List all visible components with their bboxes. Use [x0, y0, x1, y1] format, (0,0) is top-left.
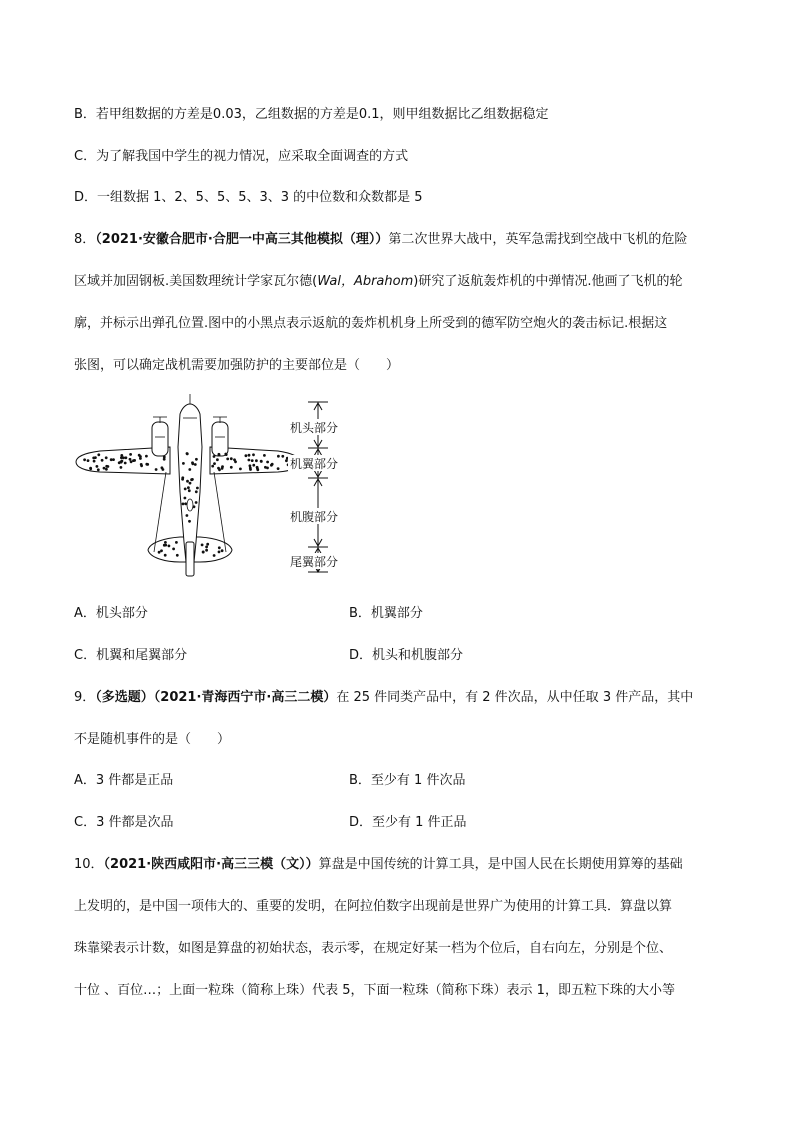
bullet-hole: [255, 459, 258, 462]
bullet-hole: [266, 461, 269, 464]
bullet-hole: [224, 453, 227, 456]
bullet-hole: [188, 468, 191, 471]
bullet-hole: [181, 478, 184, 481]
bullet-hole: [193, 505, 196, 508]
bullet-hole: [94, 456, 97, 459]
bullet-hole: [188, 489, 191, 492]
bullet-hole: [96, 465, 99, 468]
question-9-option-d[interactable]: D．至少有 1 件正品: [349, 815, 467, 830]
bullet-hole: [202, 551, 205, 554]
bullet-hole: [213, 554, 216, 557]
bullet-hole: [164, 541, 167, 544]
question-8-number: 8．: [74, 232, 96, 247]
bullet-hole: [163, 458, 166, 461]
bullet-hole: [201, 544, 204, 547]
bullet-hole: [97, 453, 100, 456]
bullet-hole: [120, 466, 123, 469]
bullet-hole: [221, 467, 224, 470]
figure-label-wings: 机翼部分: [290, 457, 339, 471]
question-10-line-1: [74, 855, 683, 875]
question-9-line-1: [74, 688, 693, 708]
bullet-hole: [216, 458, 219, 461]
bullet-hole: [196, 487, 199, 490]
bullet-hole: [184, 488, 187, 491]
question-8-source: （2021·安徽合肥市·合肥一中高三其他模拟（理））: [95, 232, 389, 247]
bullet-hole: [218, 454, 221, 457]
bullet-hole: [233, 458, 236, 461]
bullet-hole: [205, 549, 208, 552]
bullet-hole: [122, 456, 125, 459]
bullet-hole: [129, 458, 132, 461]
question-8-line-2: [74, 272, 682, 292]
bullet-hole: [184, 497, 187, 500]
bullet-hole: [160, 549, 163, 552]
bullet-hole: [239, 468, 242, 471]
bullet-hole: [226, 458, 229, 461]
bullet-hole: [187, 486, 190, 489]
bullet-hole: [145, 463, 148, 466]
figure-label-tail: 尾翼部分: [290, 555, 339, 569]
bullet-hole: [245, 454, 248, 457]
bullet-hole: [186, 514, 189, 517]
bullet-hole: [277, 467, 280, 470]
question-10-line-3: 珠靠梁表示计数，如图是算盘的初始状态，表示零，在规定好某一档为个位后，自右向左，分别是个位、: [74, 941, 673, 956]
bullet-hole: [110, 458, 113, 461]
bullet-hole: [218, 551, 221, 554]
bullet-hole: [186, 453, 189, 456]
bullet-hole: [89, 467, 92, 470]
bullet-hole: [248, 454, 251, 457]
bullet-hole: [285, 459, 288, 462]
bullet-hole: [168, 545, 171, 548]
bullet-hole: [176, 554, 179, 557]
bullet-hole: [271, 463, 274, 466]
bullet-hole: [281, 455, 284, 458]
bullet-hole: [221, 549, 224, 552]
bullet-hole: [120, 454, 123, 457]
airplane-outline: [76, 404, 300, 576]
bullet-hole: [248, 459, 251, 462]
option-d-prev: D．一组数据 1、2、5、5、5、3、3 的中位数和众数都是 5: [74, 190, 423, 205]
bullet-hole: [191, 462, 194, 465]
bullet-hole: [161, 466, 164, 469]
bullet-hole: [213, 455, 216, 458]
bullet-hole: [189, 482, 192, 485]
question-10-number: 10．: [74, 857, 104, 872]
bullet-hole: [133, 459, 136, 462]
bullet-hole: [195, 490, 198, 493]
question-9-text-1: 在 25 件同类产品中，有 2 件次品，从中任取 3 件产品，其中: [336, 690, 694, 705]
bullet-hole: [264, 466, 267, 469]
question-8-option-c[interactable]: C．机翼和尾翼部分: [74, 648, 188, 663]
bullet-hole: [252, 464, 255, 467]
bullet-hole: [190, 478, 193, 481]
bullet-hole: [194, 463, 197, 466]
bullet-hole: [218, 546, 221, 549]
bullet-hole: [205, 546, 208, 549]
question-8-option-b[interactable]: B．机翼部分: [349, 606, 423, 621]
figure-label-nose: 机头部分: [290, 421, 339, 435]
bullet-hole: [182, 503, 185, 506]
question-9-option-c[interactable]: C．3 件都是次品: [74, 815, 174, 830]
bullet-hole: [101, 459, 104, 462]
bullet-hole: [263, 454, 266, 457]
bullet-hole: [256, 468, 259, 471]
bullet-hole: [195, 458, 198, 461]
question-9-number: 9．: [74, 690, 96, 705]
question-9-option-b[interactable]: B．至少有 1 件次品: [349, 773, 466, 788]
question-8-option-a[interactable]: A．机头部分: [74, 606, 148, 621]
question-10-source: （2021·陕西咸阳市·高三三模（文））: [103, 857, 319, 872]
question-9-line-2: 不是随机事件的是（ ）: [74, 732, 231, 747]
option-c-prev: C．为了解我国中学生的视力情况，应采取全面调查的方式: [74, 149, 409, 164]
question-8-line-3: 廓，并标示出弹孔位置.图中的小黑点表示返航的轰炸机机身上所受到的德军防空炮火的袭击标记.根据这: [74, 316, 668, 331]
bullet-hole: [140, 464, 143, 467]
question-8-text-1: 第二次世界大战中，英军急需找到空战中飞机的危险: [388, 232, 688, 247]
bullet-hole: [217, 467, 220, 470]
bullet-hole: [155, 468, 158, 471]
bullet-hole: [124, 462, 127, 465]
bullet-hole: [182, 462, 185, 465]
bullet-hole: [277, 455, 280, 458]
bomber-damage-figure: [70, 392, 370, 582]
bullet-hole: [83, 458, 86, 461]
bullet-hole: [172, 548, 175, 551]
bullet-hole: [188, 520, 191, 523]
bullet-hole: [130, 460, 133, 463]
bullet-hole: [87, 459, 90, 462]
bullet-hole: [121, 460, 124, 463]
bullet-hole: [125, 456, 128, 459]
question-8-option-d[interactable]: D．机头和机腹部分: [349, 648, 464, 663]
question-8-line-1: [74, 230, 687, 250]
bullet-hole: [230, 457, 233, 460]
question-8-text-2a: 区域并加固钢板.美国数理统计学家瓦尔德(: [74, 274, 318, 289]
bullet-hole: [158, 551, 161, 554]
bullet-hole: [93, 460, 96, 463]
bullet-hole: [103, 467, 106, 470]
bullet-hole: [251, 459, 254, 462]
bullet-hole: [252, 453, 255, 456]
bullet-hole: [145, 455, 148, 458]
question-8-line-4: 张图，可以确定战机需要加强防护的主要部位是（ ）: [74, 358, 400, 373]
bullet-hole: [175, 541, 178, 544]
question-10-text-1: 算盘是中国传统的计算工具，是中国人民在长期使用算筹的基础: [318, 857, 683, 872]
bullet-hole: [139, 457, 142, 460]
bullet-hole: [260, 460, 263, 463]
bullet-hole: [105, 468, 108, 471]
bullet-hole: [164, 554, 167, 557]
question-9-option-a[interactable]: A．3 件都是正品: [74, 773, 174, 788]
bullet-hole: [97, 468, 100, 471]
bullet-hole: [249, 468, 252, 471]
bullet-hole: [184, 502, 187, 505]
bullet-hole: [163, 544, 166, 547]
figure-label-belly: 机腹部分: [290, 510, 339, 524]
question-9-source: （多选题）（2021·青海西宁市·高三二模）: [95, 690, 337, 705]
option-b-prev: B．若甲组数据的方差是0.03，乙组数据的方差是0.1，则甲组数据比乙组数据稳定: [74, 107, 549, 122]
bullet-hole: [105, 465, 108, 468]
bullet-hole: [195, 501, 198, 504]
bullet-hole: [129, 453, 132, 456]
question-10-line-2: 上发明的，是中国一项伟大的、重要的发明，在阿拉伯数字出现前是世界广为使用的计算工具．算盘以算: [74, 899, 673, 914]
question-8-author-name: Wal，Abrahom: [317, 274, 414, 289]
bullet-hole: [186, 480, 189, 483]
bullet-hole: [206, 543, 209, 546]
question-8-text-2b: )研究了返航轰炸机的中弹情况.他画了飞机的轮: [413, 274, 683, 289]
bullet-hole: [105, 456, 108, 459]
bullet-hole: [211, 465, 214, 468]
question-10-line-4: 十位 、百位…；上面一粒珠（简称上珠）代表 5，下面一粒珠（简称下珠）表示 1，即五粒下珠的大小等: [74, 983, 675, 998]
bullet-hole: [249, 464, 252, 467]
bullet-hole: [213, 462, 216, 465]
bullet-hole: [230, 466, 233, 469]
